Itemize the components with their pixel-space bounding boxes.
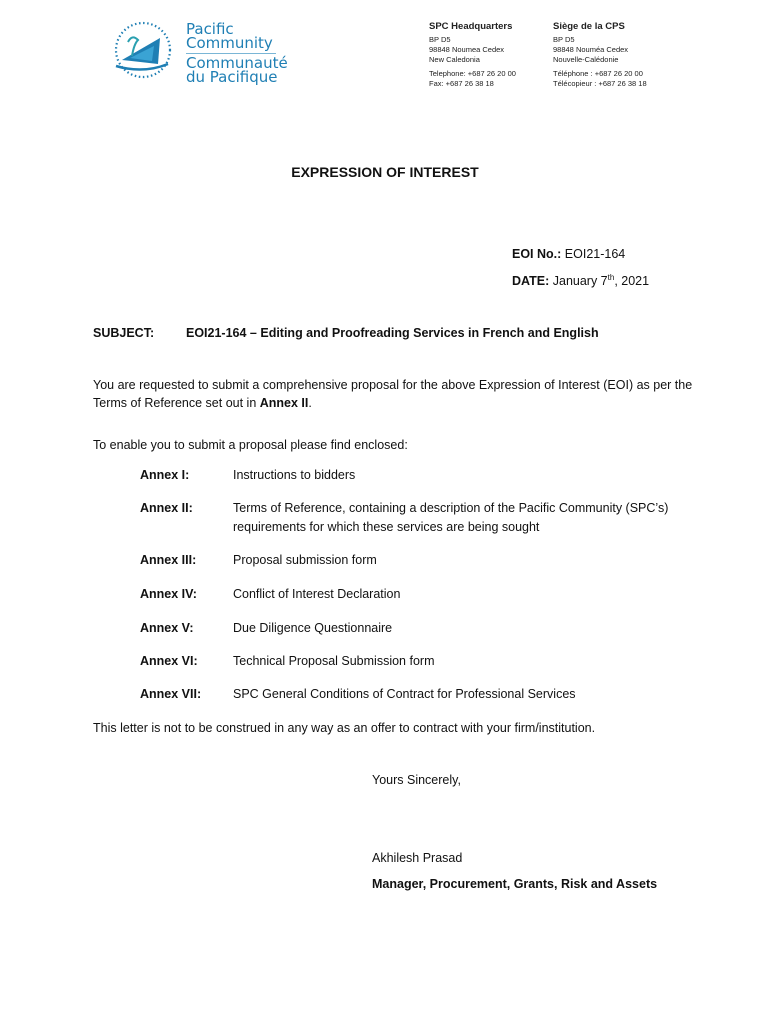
hq-fax: Fax: +687 26 38 18 (429, 79, 494, 88)
annex-label: Annex I: (140, 468, 190, 482)
subject-text: EOI21-164 – Editing and Proofreading Services in French and English (186, 326, 599, 340)
hq-phone: Téléphone : +687 26 20 00 (553, 69, 643, 78)
subject-label: SUBJECT: (93, 326, 155, 340)
logo-emblem-icon (116, 23, 170, 77)
annex-label: Annex II: (140, 501, 193, 515)
document-title: EXPRESSION OF INTEREST (291, 164, 479, 180)
eoi-number-label: EOI No.: (512, 247, 562, 261)
logo-line-4: du Pacifique (186, 68, 278, 86)
intro-text: You are requested to submit a comprehensive proposal for the above Expression of Interest (EOI) as per the Terms of Reference set out in (93, 378, 693, 410)
annex-description: Conflict of Interest Declaration (233, 587, 401, 601)
hq-line: 98848 Noumea Cedex (429, 45, 505, 54)
annex-description: Instructions to bidders (233, 468, 356, 482)
date-label: DATE: (512, 274, 550, 289)
eoi-number (512, 247, 625, 261)
signatory-name: Akhilesh Prasad (372, 851, 463, 865)
hq-address-french (553, 22, 647, 89)
eoi-number-value: EOI21-164 (561, 247, 626, 261)
date-value: January 7 (549, 274, 608, 289)
hq-line: Nouvelle-Calédonie (553, 55, 619, 64)
hq-fax: Télécopieur : +687 26 38 18 (553, 79, 647, 88)
logo-line-1: Pacific (186, 20, 234, 38)
enclosed-paragraph: To enable you to submit a proposal please find enclosed: (93, 438, 408, 452)
annex-description: Terms of Reference, containing a description of the Pacific Community (SPC’s) requirements for which these services are being sought (233, 501, 669, 534)
disclaimer-paragraph: This letter is not to be construed in any way as an offer to contract with your firm/institution. (93, 721, 596, 735)
hq-line: BP D5 (429, 35, 451, 44)
annex-label: Annex VI: (140, 654, 198, 668)
annex-description: Technical Proposal Submission form (233, 654, 435, 668)
document-date (512, 273, 649, 288)
hq-heading: SPC Headquarters (429, 21, 513, 32)
annex-label: Annex III: (140, 553, 197, 567)
annex-description: SPC General Conditions of Contract for Professional Services (233, 687, 576, 701)
annex-label: Annex IV: (140, 587, 197, 601)
annex-label: Annex VII: (140, 687, 202, 701)
hq-address-english (429, 22, 516, 89)
intro-annex-ref: Annex II (259, 396, 309, 410)
logo-wordmark (186, 22, 288, 84)
signatory-title: Manager, Procurement, Grants, Risk and Assets (372, 877, 658, 891)
hq-phone: Telephone: +687 26 20 00 (429, 69, 516, 78)
intro-paragraph (93, 376, 693, 412)
hq-line: BP D5 (553, 35, 575, 44)
intro-end: . (308, 396, 312, 410)
logo-line-3: Communauté (186, 54, 288, 72)
closing-salutation: Yours Sincerely, (372, 773, 461, 787)
date-year: , 2021 (614, 274, 650, 289)
logo-line-2: Community (186, 34, 273, 52)
annex-label: Annex V: (140, 621, 194, 635)
annex-description: Due Diligence Questionnaire (233, 621, 393, 635)
hq-line: 98848 Nouméa Cedex (553, 45, 629, 54)
date-ordinal: th (607, 273, 615, 282)
hq-heading: Siège de la CPS (553, 21, 625, 32)
annex-description: Proposal submission form (233, 553, 377, 567)
hq-line: New Caledonia (429, 55, 480, 64)
